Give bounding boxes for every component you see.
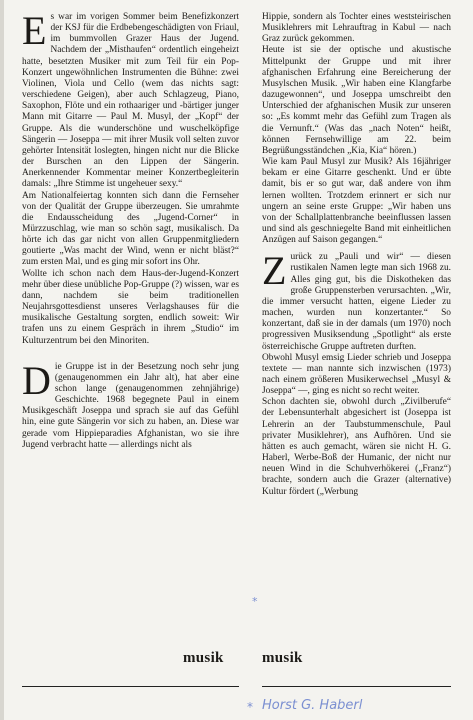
handwritten-annotation: Horst G. Haberl — [262, 698, 363, 713]
paragraph-pauli-text: urück zu „Pauli und wir“ — diesen rustikalen Namen legte man sich 1968 zu. Alles ging gut, bis die Diskotheken das große Gruppensterben verursachten. „Wir, die immer versucht hatten, eigene Lieder zu machen, wurden nun konzertanter.“ So konzertant, daß sie in der damals (um 1970) noch progressiven Musiksendung „Spotlight“ als erste österreichische Gruppe auftreten durften. — [262, 252, 451, 352]
paragraph-obwohl: Obwohl Musyl emsig Lieder schrieb und Joseppa textete — man nannte sich inzwischen (1973) nach einem größeren Musikerwechsel „Musyl & Joseppa“ —, ging es nicht so recht weiter. — [262, 352, 451, 397]
paragraph-group-history — [22, 357, 239, 451]
scan-edge — [0, 0, 4, 720]
bottom-rule-left — [22, 686, 239, 687]
paragraph-nationalfeiertag: Am Nationalfeiertag konnten sich dann die Fernseher von der Qualität der Gruppe überzeugen. Sie umrahmte die Endausscheidung des „Jugend-Corner“ in Mürzzuschlag, wie man so schön sagt, musikalisch. Da hörte ich das gar nicht von allen Gruppenmitgliedern goutierte „Was macht der Wind, wenn er nicht bläst?“ zum ersten Mal, und es ging mir sofort ins Ohr. — [22, 190, 239, 268]
bottom-rule-right — [262, 686, 451, 687]
dropcap-z: Z — [262, 248, 287, 294]
dropcap-e: E — [22, 12, 47, 53]
section-tag-musik-right: musik — [262, 650, 303, 666]
paragraph-intro — [22, 12, 239, 191]
paragraph-gitarre: Wie kam Paul Musyl zur Musik? Als 16jähriger bekam er eine Gitarre geschenkt. Und er übte damit, bis er so gut war, daß andere von ihm lernen wollten. Trotzdem erinnert er sich nur ungern an seine erste Gruppe: „Wir haben uns von der Schallplattenbranche beeinflussen lassen und sind als geschniegelte Band mit einheitlichen Anzügen auf Saison gegangen.“ — [262, 157, 451, 246]
paragraph-hippie: Hippie, sondern als Tochter eines weststeirischen Musiklehrers mit Lehrauftrag in Kabul — nach Graz zurück gekommen. — [262, 12, 451, 45]
handwritten-star-mark: * — [247, 700, 253, 714]
paragraph-intro-text: s war im vorigen Sommer beim Benefizkonzert der KSJ für die Erdbebengeschädigten von Friaul, im bummvollen Grazer Haus der Jugend. Nachdem der „Misthaufen“ ordentlich eingeheizt hatte, besetzten Musiker mit zum Teil für ein Pop-Konzert ungewöhnlichen Instrumenten die Bühne: zwei Violinen, Viola und Cello (wem das nichts sagt: verschiedene Geigen), aber auch Schlagzeug, Piano, Saxophon, Flöte und ein rothaariger und -bärtiger junger Mann mit Gitarre — Paul M. Musyl, der „Kopf“ der Gruppe. Als die wunderschöne und wuschelköpfige Sängerin — Joseppa — mit ihrer Musik voll selten zuvor gehörter Intensität loslegten, hingen nicht nur die Blicke der Burschen an den Lippen der Sängerin. Anerkennender Kommentar meiner Konzertbegleiterin damals: „Ihre Stimme ist ungeheuer sexy.“ — [22, 12, 239, 190]
article-column-left — [22, 12, 239, 702]
section-gap — [22, 347, 239, 362]
handwritten-inline-mark: * — [252, 595, 258, 608]
paragraph-group-history-text: ie Gruppe ist in der Besetzung noch sehr jung (genaugenommen ein Jahr alt), hat aber eine schon lange (genaugenommen zehnjährige) Geschichte. 1968 begegnete Paul in einem Musikgeschäft Joseppa und sprach sie auf das Gefühl hin, eine gute Sängerin vor sich zu haben, an. Diese war gerade vom Hippieparadies Afghanistan, wo sie ihre Jugend verbracht hatte — allerdings nicht als — [22, 361, 239, 450]
section-tag-musik-left: musik — [183, 650, 224, 666]
article-column-right — [262, 12, 451, 702]
paragraph-pauli — [262, 248, 451, 352]
paragraph-heute: Heute ist sie der optische und akustische Mittelpunkt der Gruppe und mit ihrer afghanischen Erfahrung eine Bereicherung der Musylschen Musik. „Wir haben eine Klangfarbe dazugewonnen“, und Joseppa umschreibt den Unterschied der afghanischen Musik zur unseren so: „Es kommt mehr das Gefühl zum Tragen als die Vernunft.“ (Was das „nach Noten“ heißt, können Fernsehwillige am 22. beim Begrüßungsständchen „Kia, Kia“ hören.) — [262, 45, 451, 156]
paragraph-zivilberufe: Schon dachten sie, obwohl durch „Zivilberufe“ der Lebensunterhalt abgesichert ist (Joseppa ist Lehrerin an der Taubstummenschule, Paul privater Musiklehrer), ans Aufhören. Und sie hätten es auch gemacht, wären sie nicht H. G. Haberl, Werbe-Boß der Humanic, der nicht nur neuen Wind in die Schuhverhökerei („Franz“) brachte, sondern auch die Grazer (alternative) Kultur fördert („Werbung — [262, 397, 451, 497]
paragraph-interview: Wollte ich schon nach dem Haus-der-Jugend-Konzert mehr über diese unübliche Pop-Gruppe (?) wissen, war es dann, nachdem sie beim traditionellen Neujahrsgottesdienst unseres Verlagshauses für die musikalische Gestaltung sorgten, endlich soweit: Wir trafen uns zu einem Gespräch in ihrem „Studio“ im Kulturzentrum bei den Minoriten. — [22, 268, 239, 346]
dropcap-d: D — [22, 357, 51, 403]
